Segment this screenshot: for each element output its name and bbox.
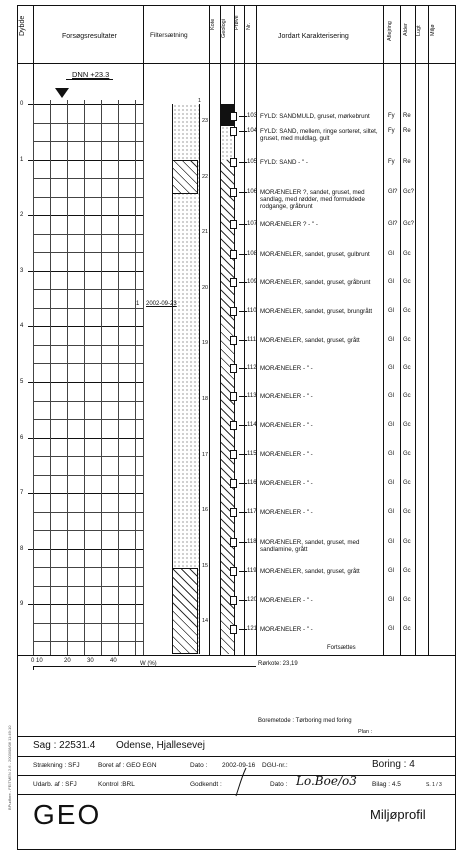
grid-vline [143, 100, 144, 655]
w-axis-tick: 0 10 [31, 658, 43, 664]
sample-tick [239, 131, 247, 132]
sample-tick [239, 396, 247, 397]
kote-tick-label: 20 [202, 284, 209, 291]
footer-kontrol: Kontrol :BRL [98, 781, 135, 788]
sample-marker [230, 336, 237, 345]
sample-aflejring: Gl [388, 422, 394, 428]
footer-sag: Sag : 22531.4 [33, 740, 96, 751]
sample-tick [239, 600, 247, 601]
sample-description: MORÆNELER - " - [260, 451, 313, 458]
sample-aflejring: Gl [388, 337, 394, 343]
sample-nr: 116 [247, 480, 257, 486]
col-line-alder [415, 5, 416, 655]
header-dybde: Dybde [19, 15, 26, 36]
sample-tick [239, 571, 247, 572]
sample-tick [239, 254, 247, 255]
rorkote-label: Rørkote: 23,19 [258, 661, 298, 667]
header-forsoegsresultater: Forsøgsresultater [62, 33, 117, 40]
sample-aflejring: Fy [388, 128, 395, 134]
sample-tick [239, 454, 247, 455]
dnn-triangle-icon [55, 88, 69, 98]
depth-tick-label: 2 [20, 212, 24, 219]
col-line-proeve [244, 5, 245, 655]
sample-marker [230, 625, 237, 634]
depth-tick-mark [28, 104, 33, 105]
sample-aflejring: Gl [388, 251, 394, 257]
depth-tick-label: 5 [20, 379, 24, 385]
sample-alder: Gc [403, 509, 411, 515]
kote-tick-label: 16 [202, 507, 209, 514]
footer-straekning: Strækning : SFJ [33, 762, 80, 769]
footer-top-line [17, 736, 456, 737]
sample-alder: Gc [403, 451, 411, 457]
footer-dato-label: Dato : [190, 762, 208, 769]
depth-tick-mark [28, 382, 33, 383]
w-axis-tick: 30 [87, 658, 94, 664]
depth-tick-mark [28, 604, 33, 605]
sample-description: MORÆNELER, sandet, gruset, med sandlamine, grått [260, 539, 360, 554]
sample-marker [230, 278, 237, 287]
depth-tick-mark [28, 549, 33, 550]
sample-alder: Gc? [403, 189, 415, 195]
header-jordart: Jordart Karakterisering [278, 33, 349, 40]
sample-tick [239, 542, 247, 543]
sample-tick [239, 116, 247, 117]
footer-udarb: Udarb. af : SFJ [33, 781, 77, 788]
kote-tick-label: 14 [202, 618, 209, 625]
sample-marker [230, 127, 237, 136]
sample-alder: Gc [403, 597, 411, 603]
sample-description: MORÆNELER - " - [260, 597, 313, 604]
sample-alder: Gc [403, 393, 411, 399]
footer-line-1 [17, 756, 456, 757]
sample-tick [239, 368, 247, 369]
sample-aflejring: Fy [388, 113, 395, 119]
sample-tick [239, 224, 247, 225]
plan-label: Plan : [358, 729, 373, 735]
depth-tick-mark [28, 215, 33, 216]
grid-vline [135, 100, 136, 655]
col-line-nr [256, 5, 257, 655]
sample-tick [239, 192, 247, 193]
depth-tick-label: 8 [20, 545, 24, 552]
sample-aflejring: Gl [388, 509, 394, 515]
footer-bilag: Bilag : 4.5 [372, 781, 401, 788]
sample-description: MORÆNELER - " - [260, 509, 313, 516]
sample-aflejring: Gl [388, 568, 394, 574]
footer-sted: Odense, Hjallesevej [116, 740, 205, 751]
depth-tick-label: 6 [20, 434, 24, 441]
sample-nr: 115 [247, 451, 257, 457]
sample-aflejring: Gl [388, 308, 394, 314]
sample-tick [239, 311, 247, 312]
sample-description: MORÆNELER, sandet, gruset, brungrått [260, 308, 373, 315]
w-axis-tick: 40 [110, 658, 117, 664]
grid-vline [118, 100, 119, 655]
kote-tick-label: 19 [202, 340, 209, 347]
grid-vline [50, 100, 51, 655]
sample-aflejring: Gl? [388, 221, 398, 227]
sample-alder: Gc? [403, 221, 415, 227]
footer-logo: GEO [33, 799, 102, 830]
sample-aflejring: Gl [388, 480, 394, 486]
footer-dgu: DGU-nr.: [262, 762, 288, 769]
footer-dato-value: 2002-09-16 [222, 762, 256, 769]
sample-alder: Gc [403, 626, 411, 632]
filter-seal-top [172, 160, 198, 194]
sample-description: MORÆNELER, sandet, gruset, gulbrunt [260, 251, 370, 258]
footer-dato2: Dato : [270, 781, 288, 788]
sample-aflejring: Gl [388, 279, 394, 285]
sample-alder: Gc [403, 480, 411, 486]
footer-signature: Lo.Boe/o3 [296, 774, 357, 788]
depth-tick-label: 3 [20, 267, 24, 274]
header-proeve: Prøve [234, 15, 240, 30]
sample-nr: 117 [247, 509, 257, 515]
sample-description: FYLD: SAND - " - [260, 159, 308, 166]
sample-nr: 109 [247, 279, 258, 285]
date-prefix: 1 [136, 301, 140, 307]
sample-tick [239, 162, 247, 163]
sample-nr: 104 [247, 128, 258, 134]
grid-vline [84, 100, 85, 655]
sample-marker [230, 421, 237, 430]
sample-marker [230, 567, 237, 576]
header-filtersaetning: Filtersætning [150, 32, 188, 39]
sample-alder: Gc [403, 279, 411, 285]
sample-nr: 114 [247, 422, 257, 428]
footer-godkendt: Godkendt : [190, 781, 222, 788]
sample-nr: 108 [247, 251, 258, 257]
header-divider [17, 63, 456, 64]
sample-description: MORÆNELER ?, sandet, gruset, med sandlag, med rødder, med formuldede rodgange, gråbrunt [260, 189, 365, 211]
sample-aflejring: Gl [388, 451, 394, 457]
footer-side: S. 1 / 3 [426, 782, 442, 788]
sample-aflejring: Gl [388, 539, 394, 545]
sample-nr: 118 [247, 539, 257, 545]
sample-marker [230, 479, 237, 488]
w-axis-tick-0 [33, 666, 34, 670]
sample-alder: Re [403, 159, 411, 165]
kote-tick-label: 17 [202, 451, 209, 458]
w-axis-label: W (%) [140, 661, 157, 667]
sample-marker [230, 188, 237, 197]
header-aflejring: Aflejring [387, 21, 393, 41]
header-alder: Alder [403, 23, 409, 36]
sample-marker [230, 450, 237, 459]
grid-vline [67, 100, 68, 655]
sample-nr: 112 [247, 365, 257, 371]
depth-tick-label: 4 [20, 323, 24, 330]
boremetode-label: Boremetode : Tørboring med foring [258, 718, 352, 724]
kote-tick-label: 15 [202, 562, 209, 569]
footer-miljoeprofil: Miljøprofil [370, 807, 426, 822]
header-nr: Nr. [246, 22, 252, 30]
filter-seal-bottom [172, 568, 198, 654]
sample-nr: 120 [247, 597, 258, 603]
sample-aflejring: Gl? [388, 189, 398, 195]
dnn-line [66, 79, 113, 80]
signature-stroke [232, 766, 254, 798]
col-line-aflejring [400, 5, 401, 655]
kote-tick-label: 21 [202, 229, 209, 236]
sample-marker [230, 250, 237, 259]
depth-tick-label: 7 [20, 490, 24, 497]
col-line-jordart [383, 5, 384, 655]
depth-tick-mark [28, 438, 33, 439]
depth-tick-label: 0 [20, 101, 24, 107]
sample-tick [239, 629, 247, 630]
w-axis-tick: 20 [64, 658, 71, 664]
sample-description: MORÆNELER - " - [260, 480, 313, 487]
sample-alder: Gc [403, 308, 411, 314]
kote-tick-label: 22 [202, 173, 209, 180]
sample-marker [230, 220, 237, 229]
sample-marker [230, 392, 237, 401]
sample-alder: Gc [403, 251, 411, 257]
sample-aflejring: Gl [388, 365, 394, 371]
sample-marker [230, 596, 237, 605]
sample-marker [230, 112, 237, 121]
sample-marker [230, 508, 237, 517]
sample-description: MORÆNELER, sandet, gruset, gråbrunt [260, 279, 371, 286]
sample-description: MORÆNELER - " - [260, 365, 313, 372]
footer-boret: Boret af : GEO EGN [98, 762, 157, 769]
sample-nr: 103 [247, 113, 258, 119]
sample-alder: Gc [403, 422, 411, 428]
col-line-geologi [234, 5, 235, 655]
col-line-lugt [428, 5, 429, 655]
sample-aflejring: Gl [388, 626, 394, 632]
header-kote: Kote [210, 18, 216, 30]
sample-tick [239, 512, 247, 513]
depth-tick-mark [28, 271, 33, 272]
sample-marker [230, 158, 237, 167]
sample-tick [239, 425, 247, 426]
sample-aflejring: Gl [388, 393, 394, 399]
dnn-label: DNN +23.3 [72, 70, 110, 79]
sample-description: FYLD: SAND, mellem, ringe sorteret, siltet, gruset, med muldlag, gult [260, 128, 378, 143]
depth-tick-label: 1 [20, 156, 24, 163]
sample-alder: Gc [403, 365, 411, 371]
sample-nr: 107 [247, 221, 258, 227]
sample-nr: 113 [247, 393, 257, 399]
sample-description: MORÆNELER ? - " - [260, 221, 318, 228]
sample-aflejring: Gl [388, 597, 394, 603]
date-label: 2002-09-23 [146, 301, 177, 307]
header-miljoe: Miljø [430, 24, 436, 36]
sample-marker [230, 307, 237, 316]
footer-boring: Boring : 4 [372, 759, 415, 770]
sample-description: MORÆNELER - " - [260, 626, 313, 633]
sample-nr: 110 [247, 308, 257, 314]
sample-tick [239, 340, 247, 341]
grid-vline [33, 100, 34, 655]
sample-description: MORÆNELER, sandet, gruset, grått [260, 568, 360, 575]
side-print-text: BPudfore - FEITMEN 2.6 - 2003/08/06 11:49:10 [7, 725, 12, 810]
depth-tick-mark [28, 160, 33, 161]
header-geologi: Geologi [221, 19, 227, 38]
sample-alder: Gc [403, 539, 411, 545]
sample-description: MORÆNELER - " - [260, 393, 313, 400]
sample-alder: Re [403, 113, 411, 119]
sample-nr: 106 [247, 189, 258, 195]
sample-description: FYLD: SANDMULD, gruset, mørkebrunt [260, 113, 370, 120]
fortsaettes-label: Fortsættes [327, 645, 356, 651]
depth-tick-mark [28, 493, 33, 494]
kote-tick-label: 18 [202, 396, 209, 402]
sample-nr: 119 [247, 568, 257, 574]
sample-aflejring: Fy [388, 159, 395, 165]
kote-tick-label: 23 [202, 118, 209, 124]
log-bottom-line [17, 655, 456, 656]
sample-nr: 121 [247, 626, 258, 632]
sample-marker [230, 538, 237, 547]
filter-top-tick: 1 [198, 98, 202, 104]
depth-tick-label: 9 [20, 601, 24, 608]
sample-description: MORÆNELER, sandet, gruset, grått [260, 337, 360, 344]
sample-tick [239, 483, 247, 484]
sample-tick [239, 282, 247, 283]
grid-vline [101, 100, 102, 655]
sample-nr: 111 [247, 337, 257, 343]
sample-alder: Gc [403, 337, 411, 343]
sample-nr: 105 [247, 159, 258, 165]
header-lugt: Lugt [416, 25, 422, 36]
sample-alder: Gc [403, 568, 411, 574]
sample-description: MORÆNELER - " - [260, 422, 313, 429]
sample-marker [230, 364, 237, 373]
depth-tick-mark [28, 326, 33, 327]
col-line-filter [209, 5, 210, 655]
sample-alder: Re [403, 128, 411, 134]
